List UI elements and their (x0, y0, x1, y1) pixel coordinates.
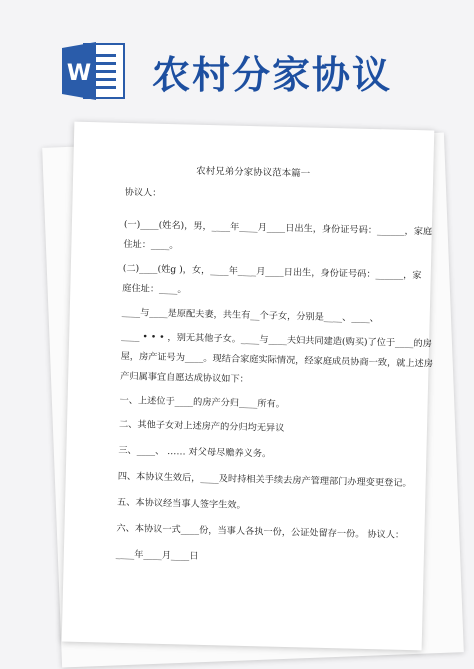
doc-line-clause-6: 六、本协议一式____份，当事人各执一份，公证处留存一份。 协议人： (116, 522, 405, 541)
doc-line-party1: (一)____(姓名)，男，____年____月____日出生，身份证号码：______，家庭 (123, 218, 433, 238)
doc-line-marriage: ____与____是原配夫妻，共生有__个子女，分别是____、____、 (121, 306, 380, 325)
word-document-icon (62, 40, 128, 102)
doc-line-date: ____年____月____日 (115, 548, 199, 562)
document-page (62, 122, 435, 651)
doc-line-certificate: 屋，房产证号为____。现结合家庭实际情况，经家庭成员协商一致，就上述房 (120, 350, 434, 370)
doc-line-clause-1: 一、上述位于____的房产分归____所有。 (119, 394, 286, 410)
doc-line-party2-address: 庭住址：____。 (122, 282, 187, 296)
doc-line-party2: (二)____(姓g )，女，____年____月____日出生，身份证号码：______，家 (122, 262, 422, 282)
doc-line-clause-3: 三、____、 …… 对父母尽赡养义务。 (118, 444, 272, 460)
doc-line-clause-5: 五、本协议经当事人签字生效。 (116, 496, 246, 511)
doc-line-clause-4: 四、本协议生效后，____及时持相关手续去房产管理部门办理变更登记。 (117, 470, 412, 490)
doc-line-agreement-intro: 产归属事宜自愿达成协议如下： (120, 370, 249, 386)
word-icon-letter: W (66, 61, 92, 86)
doc-line-party1-address: 住址：____。 (123, 238, 179, 252)
doc-line-parties: 协议人： (124, 186, 162, 199)
document-title: 农村兄弟分家协议范本篇一 (196, 165, 311, 180)
header-banner (0, 0, 474, 130)
banner-title: 农村分家协议 (152, 53, 393, 97)
doc-line-house: ____ • • • ，别无其他子女。____与____夫妇共同建造(购买)了位于____的房 (121, 330, 432, 350)
doc-line-clause-2: 二、其他子女对上述房产的分归均无异议 (118, 418, 285, 434)
